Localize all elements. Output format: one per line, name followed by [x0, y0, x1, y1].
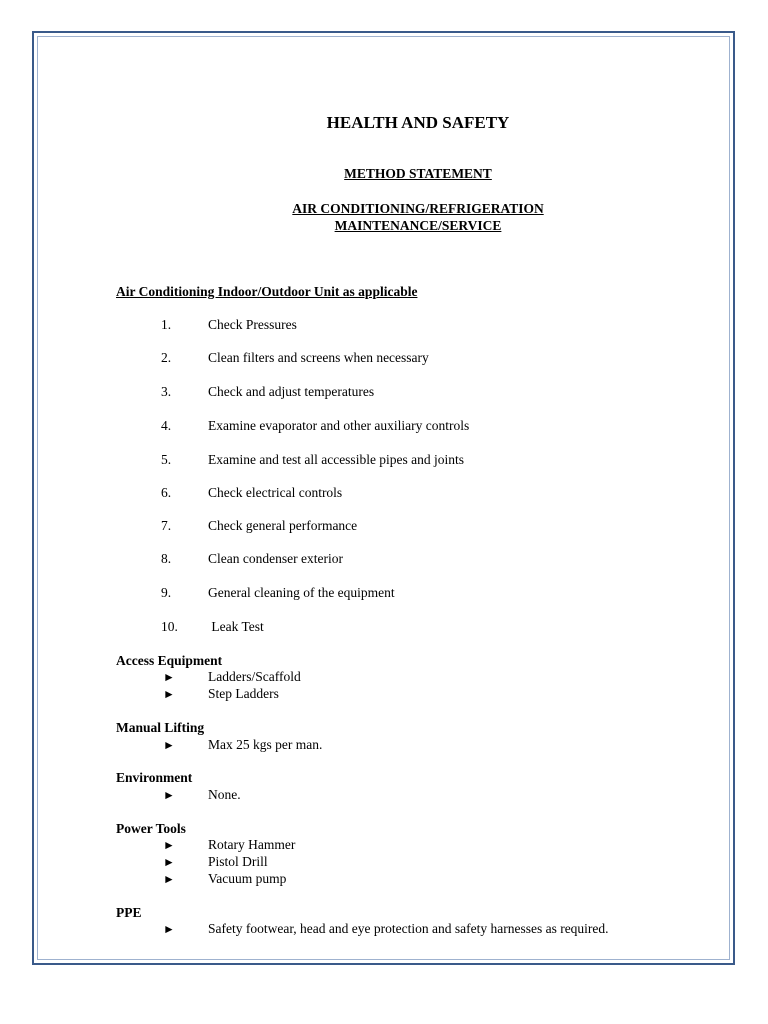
bullet-arrow-icon: ►: [163, 687, 175, 701]
list-item: Check general performance: [208, 518, 358, 533]
list-item-number: 5.: [161, 452, 172, 467]
list-item-number: 1.: [161, 317, 172, 332]
list-item: Pistol Drill: [208, 854, 268, 869]
list-item: Rotary Hammer: [208, 837, 296, 852]
list-item: Examine and test all accessible pipes and joints: [208, 452, 465, 467]
list-item-number: 9.: [161, 585, 172, 600]
list-item: Ladders/Scaffold: [208, 669, 301, 684]
bullet-arrow-icon: ►: [163, 855, 175, 869]
list-item-number: 10.: [161, 619, 178, 634]
list-item: General cleaning of the equipment: [208, 585, 395, 600]
list-item: Examine evaporator and other auxiliary controls: [208, 418, 470, 433]
list-item-number: 8.: [161, 551, 172, 566]
list-item: Step Ladders: [208, 686, 279, 701]
bullet-arrow-icon: ►: [163, 670, 175, 684]
manual-lifting-heading: Manual Lifting: [116, 720, 205, 735]
list-item-number: 7.: [161, 518, 172, 533]
list-item: Check Pressures: [208, 317, 297, 332]
environment-heading: Environment: [116, 770, 193, 785]
list-item: Vacuum pump: [208, 871, 287, 886]
subject-line-1: AIR CONDITIONING/REFRIGERATION: [292, 201, 544, 216]
list-item-number: 2.: [161, 350, 172, 365]
power-tools-heading: Power Tools: [116, 821, 186, 836]
subject-line-2: MAINTENANCE/SERVICE: [334, 218, 502, 233]
document-subtitle: METHOD STATEMENT: [344, 166, 492, 181]
list-item-number: 6.: [161, 485, 172, 500]
list-item: Clean condenser exterior: [208, 551, 343, 566]
list-item: Check and adjust temperatures: [208, 384, 375, 399]
list-item-number: 3.: [161, 384, 172, 399]
list-item-number: 4.: [161, 418, 172, 433]
list-item: Leak Test: [208, 619, 264, 634]
document-title: HEALTH AND SAFETY: [326, 113, 510, 132]
access-equipment-heading: Access Equipment: [116, 653, 223, 668]
bullet-arrow-icon: ►: [163, 838, 175, 852]
bullet-arrow-icon: ►: [163, 788, 175, 802]
bullet-arrow-icon: ►: [163, 922, 175, 936]
list-item: Safety footwear, head and eye protection and safety harnesses as required.: [208, 921, 609, 936]
bullet-arrow-icon: ►: [163, 872, 175, 886]
list-item: Max 25 kgs per man.: [208, 737, 323, 752]
bullet-arrow-icon: ►: [163, 738, 175, 752]
unit-section-heading: Air Conditioning Indoor/Outdoor Unit as applicable: [116, 284, 418, 299]
list-item: Clean filters and screens when necessary: [208, 350, 429, 365]
ppe-heading: PPE: [116, 905, 142, 920]
list-item: None.: [208, 787, 241, 802]
list-item: Check electrical controls: [208, 485, 343, 500]
